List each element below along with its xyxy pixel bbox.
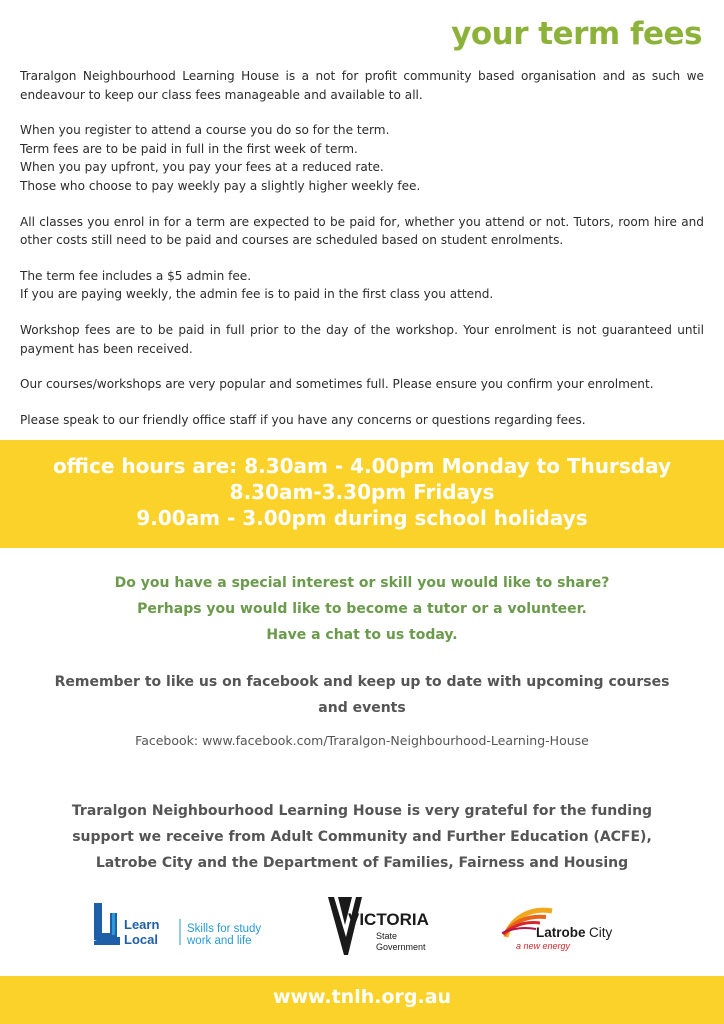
latrobe-name2: City [589,925,613,940]
learn-local-line2: Local [124,932,158,947]
learn-local-logo [92,899,282,951]
victoria-sub2: Government [376,942,426,952]
tutor-callout [0,570,724,648]
facebook-reminder: Remember to like us on facebook and keep up to date with upcoming courses and events [54,674,670,716]
workshop-paragraph: Workshop fees are to be paid in full prior to the day of the workshop. Your enrolment is not guaranteed until payment has been received. [20,322,704,356]
fee-information [20,67,704,446]
learn-local-line1: Learn [124,917,160,932]
funding-line: support we receive from Adult Community and Further Education (ACFE), [72,829,652,845]
registration-line: When you register to attend a course you do so for the term. [20,123,390,138]
admin-fee-line: If you are paying weekly, the admin fee is to paid in the first class you attend. [20,287,494,302]
registration-paragraph [20,121,704,195]
popular-paragraph: Our courses/workshops are very popular and sometimes full. Please ensure you confirm your enrolment. [20,377,654,392]
attendance-paragraph: All classes you enrol in for a term are expected to be paid for, whether you attend or not. Tutors, room hire and other costs still need to be paid and courses are scheduled based on student enrolments. [20,214,704,248]
office-hours-line: 9.00am - 3.00pm during school holidays [136,506,588,530]
tutor-callout-line: Perhaps you would like to become a tutor or a volunteer. [137,601,587,617]
office-hours [0,453,724,531]
registration-line: Term fees are to be paid in full in the first week of term. [20,141,358,156]
learn-local-tag1: Skills for study [187,923,262,935]
facebook-link[interactable]: Facebook: www.facebook.com/Traralgon-Neighbourhood-Learning-House [135,733,589,748]
latrobe-city-logo [500,901,640,953]
funding-line: Latrobe City and the Department of Families, Fairness and Housing [95,855,629,871]
funding-line: Traralgon Neighbourhood Learning House is very grateful for the funding [71,803,653,819]
contact-paragraph: Please speak to our friendly office staff if you have any concerns or questions regarding fees. [20,412,586,427]
tutor-callout-line: Do you have a special interest or skill you would like to share? [114,575,610,591]
intro-paragraph: Traralgon Neighbourhood Learning House is a not for profit community based organisation and as such we endeavour to keep our class fees manageable and available to all. [20,69,704,102]
funding-acknowledgement [20,798,704,876]
tutor-callout-line: Have a chat to us today. [266,627,458,643]
registration-line: When you pay upfront, you pay your fees at a reduced rate. [20,160,384,175]
admin-fee-line: The term fee includes a $5 admin fee. [20,268,252,283]
latrobe-tagline: a new energy [516,941,571,951]
victoria-government-logo [326,893,446,959]
latrobe-name1: Latrobe [536,925,586,940]
page-title: your term fees [451,16,702,52]
office-hours-line: 8.30am-3.30pm Fridays [229,480,495,504]
victoria-sub1: State [376,931,398,941]
learn-local-tag2: work and life [187,935,252,947]
footer-band [0,976,724,1024]
admin-fee-paragraph [20,267,704,304]
registration-line: Those who choose to pay weekly pay a slightly higher weekly fee. [20,178,421,193]
sponsor-logos [0,893,724,963]
website-link[interactable]: www.tnlh.org.au [272,986,452,1008]
victoria-name: VICTORIA [348,910,429,929]
office-hours-line: office hours are: 8.30am - 4.00pm Monday to Thursday [52,454,672,478]
